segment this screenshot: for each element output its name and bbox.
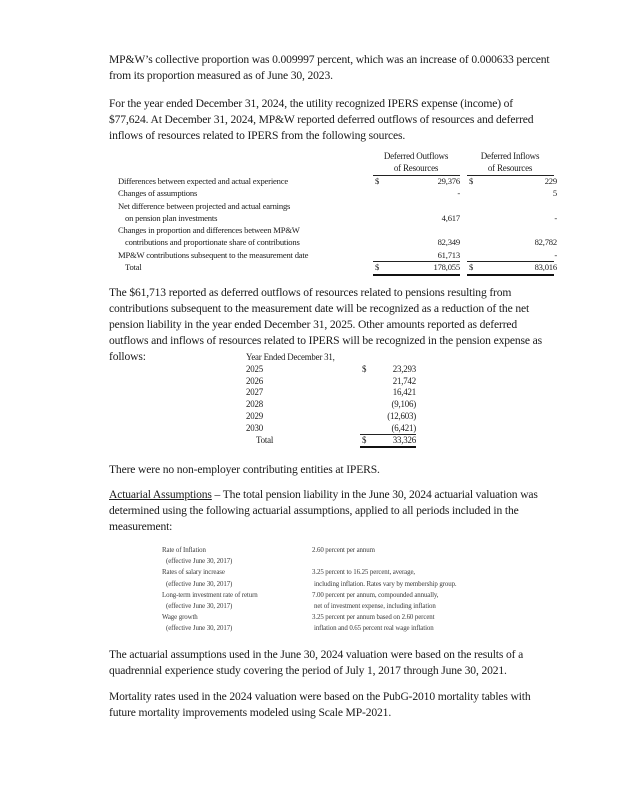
table-row xyxy=(162,601,522,612)
table-row xyxy=(246,411,416,423)
assumption-value: net of investment expense, including inflation xyxy=(314,602,436,610)
outflows-value: 29,376 xyxy=(437,176,460,186)
double-underline xyxy=(360,446,416,448)
currency-symbol: $ xyxy=(469,262,474,273)
effective-date: (effective June 30, 2017) xyxy=(166,625,233,633)
effective-date: (effective June 30, 2017) xyxy=(166,558,233,566)
currency-symbol: $ xyxy=(375,176,380,186)
experience-study-paragraph: The actuarial assumptions used in the June 30, 2024 valuation were based on the results of a quadrennial experience study covering the period of July 1, 2017 through June 30, 2021. xyxy=(109,648,524,677)
table-row xyxy=(162,590,522,601)
header-line-1: Deferred Outflows xyxy=(383,151,449,161)
amount: (6,421) xyxy=(391,422,416,433)
amount: (12,603) xyxy=(387,410,416,421)
year: 2025 xyxy=(246,363,263,374)
row-label: Differences between expected and actual experience xyxy=(118,176,288,186)
section-heading: Actuarial Assumptions xyxy=(109,488,212,501)
table-row xyxy=(162,556,522,567)
assumption-value: 3.25 percent to 16.25 percent, average, xyxy=(312,569,416,577)
assumption-value: 7.00 percent per annum, compounded annually, xyxy=(312,591,439,599)
paragraph-body: The total pension liability in the June 30, 2024 actuarial valuation was determined using the following actuarial assumptions, applied to all periods included in the measurement: xyxy=(109,488,538,533)
total-outflows: 178,055 xyxy=(433,262,460,273)
year: 2029 xyxy=(246,410,263,421)
table-row xyxy=(118,236,558,248)
table-row xyxy=(246,399,416,411)
outflows-value: - xyxy=(457,188,460,199)
assumptions-table xyxy=(162,545,522,635)
total-label: Total xyxy=(125,262,142,273)
row-label: Changes of assumptions xyxy=(118,188,198,199)
header-line-1: Deferred Inflows xyxy=(480,151,540,161)
assumption-value: inflation and 0.65 percent real wage inflation xyxy=(314,625,434,633)
assumption-value: 3.25 percent per annum based on 2.60 percent xyxy=(312,614,435,622)
row-label: on pension plan investments xyxy=(125,212,218,223)
year: 2027 xyxy=(246,387,263,398)
table-row xyxy=(246,423,416,435)
inflows-value: 229 xyxy=(544,176,557,186)
ipers-expense-paragraph: For the year ended December 31, 2024, the utility recognized IPERS expense (income) of $77,624. At December 31, 2024, MP&W reported deferred outflows of resources and deferred inflows of resources related to IPERS from the following sources. xyxy=(109,97,534,142)
inflows-value: - xyxy=(554,212,557,223)
header-label: Year Ended December 31, xyxy=(246,352,335,362)
total-amount: 33,326 xyxy=(392,434,416,445)
deferred-outflows-header xyxy=(372,150,460,175)
inflows-value: 82,782 xyxy=(534,237,557,248)
effective-date: (effective June 30, 2017) xyxy=(166,580,233,588)
total-label: Total xyxy=(256,434,274,445)
header-line-2: of Resources xyxy=(393,163,439,174)
total-row xyxy=(118,261,558,273)
double-underline xyxy=(373,274,460,276)
assumption-label: Wage growth xyxy=(162,614,198,622)
table-row xyxy=(118,249,558,261)
assumption-label: Long-term investment rate of return xyxy=(162,591,258,599)
total-rule xyxy=(373,261,460,262)
row-label: MP&W contributions subsequent to the measurement date xyxy=(118,249,309,260)
table-row xyxy=(246,364,416,376)
inflows-value: - xyxy=(554,249,557,260)
amount: 23,293 xyxy=(392,363,416,374)
table-row xyxy=(246,387,416,399)
table-row xyxy=(162,567,522,578)
total-inflows: 83,016 xyxy=(534,262,557,273)
table-row xyxy=(162,612,522,623)
non-employer-paragraph: There were no non-employer contributing entities at IPERS. xyxy=(109,463,380,476)
table-row xyxy=(162,623,522,634)
pension-expense-schedule xyxy=(246,352,416,446)
assumption-label: Rates of salary increase xyxy=(162,569,225,577)
year: 2028 xyxy=(246,399,263,410)
amount: (9,106) xyxy=(391,399,416,410)
currency-symbol: $ xyxy=(375,262,380,273)
currency-symbol: $ xyxy=(469,176,474,186)
double-underline xyxy=(467,274,554,276)
actuarial-assumptions-paragraph xyxy=(109,487,554,535)
year: 2026 xyxy=(246,375,263,386)
inflows-value: 5 xyxy=(552,188,557,199)
total-row xyxy=(246,435,416,447)
recognition-paragraph: The $61,713 reported as deferred outflows of resources related to pensions resulting from contributions subsequent to the measurement date will be recognized as a reduction of the net pension liability in the year ended December 31, 2025. Other amounts reported as deferred outflows and inflows of resources related to IPERS will be recognized in the pension expense as follows: xyxy=(109,286,542,363)
row-label: contributions and proportionate share of contributions xyxy=(125,237,300,248)
mortality-paragraph: Mortality rates used in the 2024 valuation were based on the PubG-2010 mortality tables with future mortality improvements modeled using Scale MP-2021. xyxy=(109,690,531,719)
table-row xyxy=(162,579,522,590)
row-label: Net difference between projected and actual earnings xyxy=(118,200,291,211)
outflows-value: 4,617 xyxy=(441,212,460,223)
heading-dash: – xyxy=(211,488,223,501)
effective-date: (effective June 30, 2017) xyxy=(166,602,233,610)
deferred-inflows-header xyxy=(466,150,554,175)
amount: 16,421 xyxy=(392,387,416,398)
assumption-value: 2.60 percent per annum xyxy=(312,547,375,554)
collective-proportion-paragraph: MP&W’s collective proportion was 0.009997 percent, which was an increase of 0.000633 percent from its proportion measured as of June 30, 2023. xyxy=(109,53,550,82)
total-rule xyxy=(360,434,416,435)
schedule-header xyxy=(246,352,416,364)
header-line-2: of Resources xyxy=(487,163,533,174)
table-row xyxy=(118,224,558,236)
total-rule xyxy=(467,261,554,262)
outflows-value: 82,349 xyxy=(437,237,460,248)
outflows-value: 61,713 xyxy=(437,249,460,260)
table-row xyxy=(118,175,558,187)
table-row xyxy=(118,200,558,212)
year: 2030 xyxy=(246,422,263,433)
assumption-value: including inflation. Rates vary by membership group. xyxy=(314,580,457,588)
row-label: Changes in proportion and differences between MP&W xyxy=(118,225,300,236)
table-row xyxy=(118,212,558,224)
currency-symbol: $ xyxy=(362,434,367,445)
amount: 21,742 xyxy=(392,375,416,386)
table-row xyxy=(246,376,416,388)
table-row xyxy=(162,545,522,556)
assumption-label: Rate of Inflation xyxy=(162,547,206,554)
table-row xyxy=(118,187,558,199)
currency-symbol: $ xyxy=(362,363,367,374)
